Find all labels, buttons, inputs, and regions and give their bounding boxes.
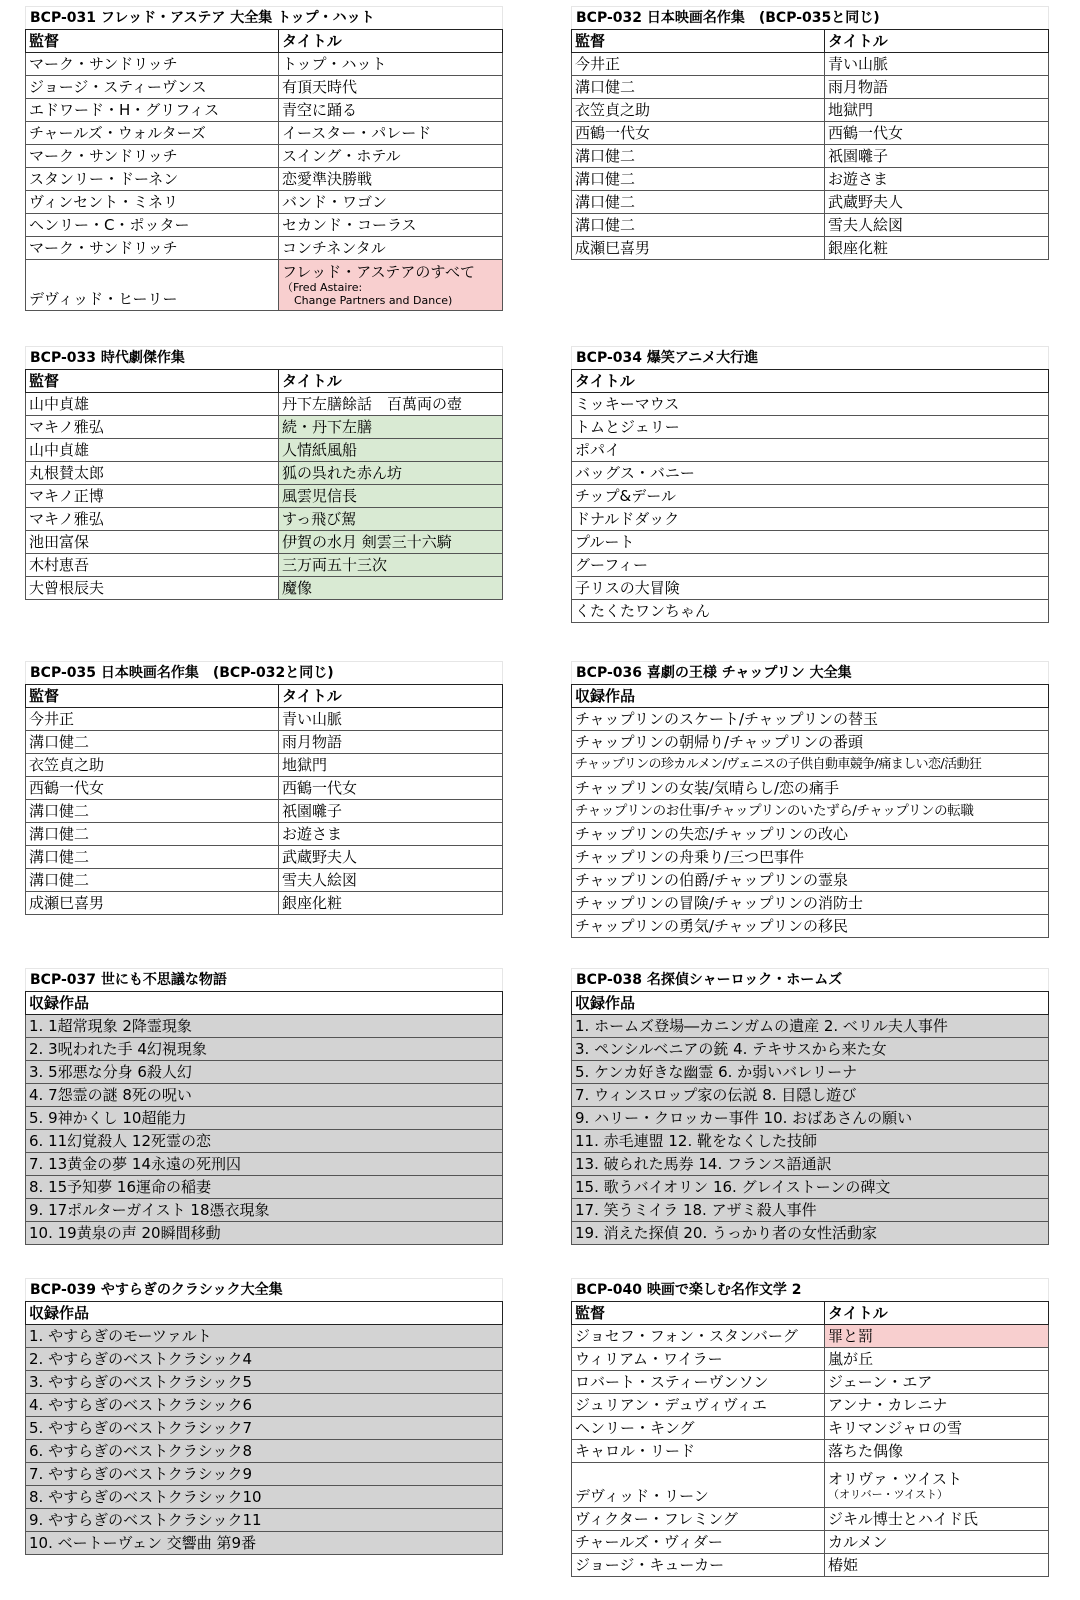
table-row: 溝口健二 雪夫人絵図 (572, 214, 1049, 237)
list-item: 5. やすらぎのベストクラシック7 (26, 1417, 503, 1440)
block-bcp-036 (571, 661, 1049, 938)
block-bcp-034 (571, 346, 1049, 623)
list-item: チャップリンの女装/気晴らし/恋の痛手 (572, 777, 1049, 800)
list-item: 2. やすらぎのベストクラシック4 (26, 1348, 503, 1371)
table-row: マーク・サンドリッチ トップ・ハット (26, 53, 503, 76)
list-item: 4. やすらぎのベストクラシック6 (26, 1394, 503, 1417)
list-item: 17. 笑うミイラ 18. アザミ殺人事件 (572, 1199, 1049, 1222)
table-row: 溝口健二 雨月物語 (572, 76, 1049, 99)
header-title: タイトル (279, 370, 503, 393)
header-works: 収録作品 (26, 992, 503, 1015)
list-item: バッグス・バニー (572, 462, 1049, 485)
table-row: 衣笠貞之助 地獄門 (572, 99, 1049, 122)
list-item: チャップリンの冒険/チャップリンの消防士 (572, 892, 1049, 915)
table-row: キャロル・リード 落ちた偶像 (572, 1440, 1049, 1463)
table-row: 溝口健二 武蔵野夫人 (572, 191, 1049, 214)
highlighted-title-cell: フレッド・アステアのすべて （Fred Astaire: Change Partners and Dance) (279, 260, 503, 311)
block-bcp-040 (571, 1278, 1049, 1577)
works-list-table (25, 991, 503, 1245)
list-item: 15. 歌うバイオリン 16. グレイストーンの碑文 (572, 1176, 1049, 1199)
header-director: 監督 (26, 685, 279, 708)
table-row: 溝口健二 お遊さま (26, 823, 503, 846)
list-item: 3. ペンシルベニアの銃 4. テキサスから来た女 (572, 1038, 1049, 1061)
header-title: タイトル (825, 1302, 1049, 1325)
list-item: 6. 11幻覚殺人 12死霊の恋 (26, 1130, 503, 1153)
list-item: 6. やすらぎのベストクラシック8 (26, 1440, 503, 1463)
list-item: 10. 19黄泉の声 20瞬間移動 (26, 1222, 503, 1245)
list-item: ポパイ (572, 439, 1049, 462)
table-row: ヘンリー・C・ポッター セカンド・コーラス (26, 214, 503, 237)
list-item: 13. 破られた馬券 14. フランス語通訳 (572, 1153, 1049, 1176)
works-list-table (571, 991, 1049, 1245)
table-row: 溝口健二 雪夫人絵図 (26, 869, 503, 892)
list-item: チップ&デール (572, 485, 1049, 508)
table-row: 溝口健二 祇園囃子 (26, 800, 503, 823)
list-item: トムとジェリー (572, 416, 1049, 439)
list-item: 2. 3呪われた手 4幻視現象 (26, 1038, 503, 1061)
table-row: ヴィンセント・ミネリ バンド・ワゴン (26, 191, 503, 214)
list-item: 11. 赤毛連盟 12. 靴をなくした技師 (572, 1130, 1049, 1153)
table-row: 山中貞雄 丹下左膳餘話 百萬両の壺 (26, 393, 503, 416)
list-item: 8. やすらぎのベストクラシック10 (26, 1486, 503, 1509)
table-row: デヴィッド・リーン オリヴァ・ツイスト （オリバー・ツイスト） (572, 1463, 1049, 1508)
block-bcp-035 (25, 661, 503, 915)
list-item: チャップリンの失恋/チャップリンの改心 (572, 823, 1049, 846)
table-row: ジョセフ・フォン・スタンバーグ 罪と罰 (572, 1325, 1049, 1348)
table-row: 池田富保 伊賀の水月 剣雲三十六騎 (26, 531, 503, 554)
list-item: 3. やすらぎのベストクラシック5 (26, 1371, 503, 1394)
header-works: 収録作品 (26, 1302, 503, 1325)
table-row: 今井正 青い山脈 (26, 708, 503, 731)
list-item: 7. 13黄金の夢 14永遠の死刑囚 (26, 1153, 503, 1176)
table-row: ジョージ・スティーヴンス 有頂天時代 (26, 76, 503, 99)
block-caption: BCP-033 時代劇傑作集 (25, 346, 503, 369)
block-bcp-032 (571, 6, 1049, 260)
header-works: 収録作品 (572, 685, 1049, 708)
table-row: 溝口健二 雨月物語 (26, 731, 503, 754)
list-item: チャップリンのスケート/チャップリンの替玉 (572, 708, 1049, 731)
list-item: 7. やすらぎのベストクラシック9 (26, 1463, 503, 1486)
director-title-table (25, 29, 503, 311)
header-director: 監督 (572, 1302, 825, 1325)
list-item: 19. 消えた探偵 20. うっかり者の女性活動家 (572, 1222, 1049, 1245)
table-row: 溝口健二 祇園囃子 (572, 145, 1049, 168)
table-row: ロバート・スティーヴンソン ジェーン・エア (572, 1371, 1049, 1394)
list-item: 7. ウィンスロップ家の伝説 8. 目隠し遊び (572, 1084, 1049, 1107)
table-row: ジュリアン・デュヴィヴィエ アンナ・カレニナ (572, 1394, 1049, 1417)
works-list-table (571, 684, 1049, 938)
table-row: マキノ雅弘 すっ飛び駕 (26, 508, 503, 531)
block-bcp-037 (25, 968, 503, 1245)
table-row: 山中貞雄 人情紙風船 (26, 439, 503, 462)
block-caption: BCP-037 世にも不思議な物語 (25, 968, 503, 991)
director-title-table (25, 369, 503, 600)
block-caption: BCP-035 日本映画名作集 (BCP-032と同じ) (25, 661, 503, 684)
list-item: 1. ホームズ登場―カニンガムの遺産 2. べリル夫人事件 (572, 1015, 1049, 1038)
table-row: マキノ雅弘 続・丹下左膳 (26, 416, 503, 439)
list-item: 4. 7怨霊の謎 8死の呪い (26, 1084, 503, 1107)
header-works: 収録作品 (572, 992, 1049, 1015)
table-row: マーク・サンドリッチ スイング・ホテル (26, 145, 503, 168)
block-caption: BCP-034 爆笑アニメ大行進 (571, 346, 1049, 369)
block-caption: BCP-031 フレッド・アステア 大全集 トップ・ハット (25, 6, 503, 29)
header-title: タイトル (572, 370, 1049, 393)
list-item: 9. やすらぎのベストクラシック11 (26, 1509, 503, 1532)
block-bcp-039 (25, 1278, 503, 1555)
header-title: タイトル (825, 30, 1049, 53)
table-row: 溝口健二 武蔵野夫人 (26, 846, 503, 869)
list-item: ミッキーマウス (572, 393, 1049, 416)
table-row: 木村恵吾 三万両五十三次 (26, 554, 503, 577)
title-list-table (571, 369, 1049, 623)
list-item: グーフィー (572, 554, 1049, 577)
list-item: 9. 17ポルターガイスト 18憑衣現象 (26, 1199, 503, 1222)
director-title-table (25, 684, 503, 915)
block-bcp-033 (25, 346, 503, 600)
list-item: 5. 9神かくし 10超能力 (26, 1107, 503, 1130)
header-director: 監督 (26, 370, 279, 393)
works-list-table (25, 1301, 503, 1555)
block-caption: BCP-032 日本映画名作集 (BCP-035と同じ) (571, 6, 1049, 29)
list-item: チャップリンの珍カルメン/ヴェニスの子供自動車競争/痛ましい恋/活動狂 (572, 754, 1049, 777)
table-row: 丸根賛太郎 狐の呉れた赤ん坊 (26, 462, 503, 485)
list-item: 10. ベートーヴェン 交響曲 第9番 (26, 1532, 503, 1555)
block-bcp-031 (25, 6, 503, 311)
table-row: 西鶴一代女 西鶴一代女 (572, 122, 1049, 145)
director-title-table (571, 1301, 1049, 1577)
list-item: くたくたワンちゃん (572, 600, 1049, 623)
header-title: タイトル (279, 30, 503, 53)
list-item: 8. 15予知夢 16運命の稲妻 (26, 1176, 503, 1199)
list-item: 子リスの大冒険 (572, 577, 1049, 600)
table-row: ウィリアム・ワイラー 嵐が丘 (572, 1348, 1049, 1371)
list-item: チャップリンの朝帰り/チャップリンの番頭 (572, 731, 1049, 754)
table-row: 西鶴一代女 西鶴一代女 (26, 777, 503, 800)
table-row: 溝口健二 お遊さま (572, 168, 1049, 191)
list-item: 1. 1超常現象 2降霊現象 (26, 1015, 503, 1038)
list-item: チャップリンの舟乗り/三つ巴事件 (572, 846, 1049, 869)
header-director: 監督 (26, 30, 279, 53)
list-item: 3. 5邪悪な分身 6殺人幻 (26, 1061, 503, 1084)
list-item: チャップリンの勇気/チャップリンの移民 (572, 915, 1049, 938)
table-row: チャールズ・ウォルターズ イースター・パレード (26, 122, 503, 145)
table-row: チャールズ・ヴィダー カルメン (572, 1531, 1049, 1554)
list-item: 1. やすらぎのモーツァルト (26, 1325, 503, 1348)
table-row: ジョージ・キューカー 椿姫 (572, 1554, 1049, 1577)
director-title-table (571, 29, 1049, 260)
block-caption: BCP-038 名探偵シャーロック・ホームズ (571, 968, 1049, 991)
table-row: スタンリー・ドーネン 恋愛準決勝戦 (26, 168, 503, 191)
list-item: 9. ハリー・クロッカー事件 10. おばあさんの願い (572, 1107, 1049, 1130)
table-row: 衣笠貞之助 地獄門 (26, 754, 503, 777)
block-bcp-038 (571, 968, 1049, 1245)
highlighted-title-cell: 罪と罰 (825, 1325, 1049, 1348)
table-row: マーク・サンドリッチ コンチネンタル (26, 237, 503, 260)
list-item: チャップリンのお仕事/チャップリンのいたずら/チャップリンの転職 (572, 800, 1049, 823)
table-row: ヘンリー・キング キリマンジャロの雪 (572, 1417, 1049, 1440)
list-item: プルート (572, 531, 1049, 554)
table-row: エドワード・H・グリフィス 青空に踊る (26, 99, 503, 122)
block-caption: BCP-040 映画で楽しむ名作文学 2 (571, 1278, 1049, 1301)
table-row: 成瀬巳喜男 銀座化粧 (572, 237, 1049, 260)
table-row: マキノ正博 風雲児信長 (26, 485, 503, 508)
table-row: デヴィッド・ヒーリー フレッド・アステアのすべて （Fred Astaire: Change Partners and Dance) (26, 260, 503, 311)
table-row: ヴィクター・フレミング ジキル博士とハイド氏 (572, 1508, 1049, 1531)
table-row: 成瀬巳喜男 銀座化粧 (26, 892, 503, 915)
block-caption: BCP-039 やすらぎのクラシック大全集 (25, 1278, 503, 1301)
header-title: タイトル (279, 685, 503, 708)
list-item: チャップリンの伯爵/チャップリンの霊泉 (572, 869, 1049, 892)
table-row: 今井正 青い山脈 (572, 53, 1049, 76)
list-item: ドナルドダック (572, 508, 1049, 531)
list-item: 5. ケンカ好きな幽霊 6. か弱いバレリーナ (572, 1061, 1049, 1084)
block-caption: BCP-036 喜劇の王様 チャップリン 大全集 (571, 661, 1049, 684)
table-row: 大曾根辰夫 魔像 (26, 577, 503, 600)
header-director: 監督 (572, 30, 825, 53)
